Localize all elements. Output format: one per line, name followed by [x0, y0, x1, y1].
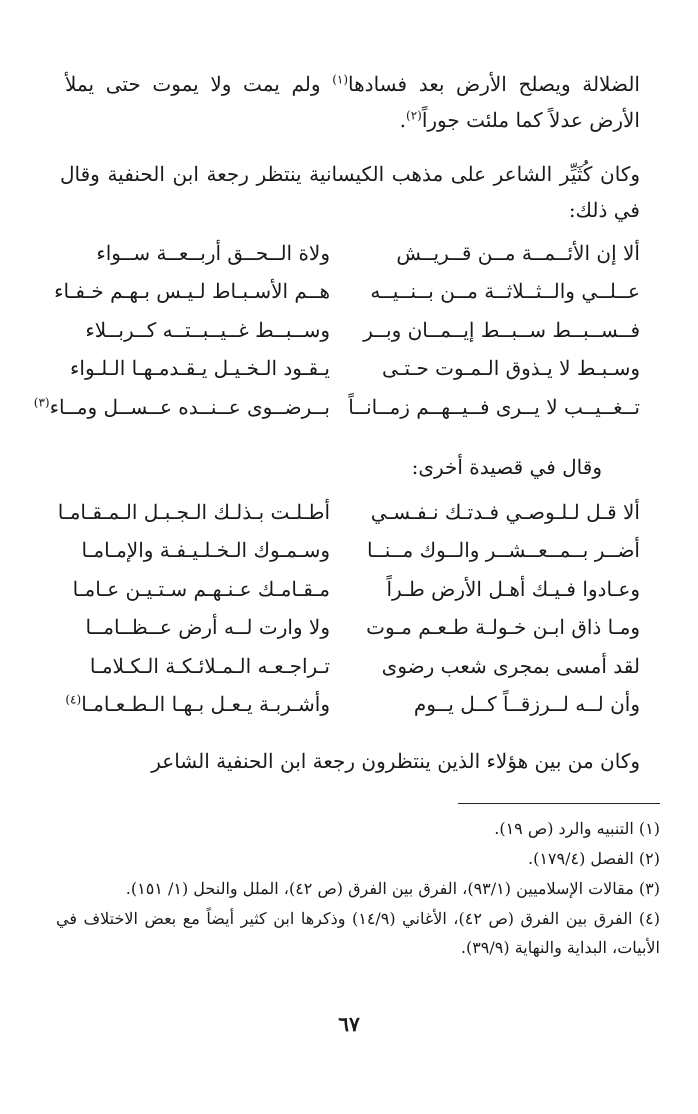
poem-2 — [57, 500, 640, 730]
hemistich-second: ولا وارت لــه أرض عــظــامــا — [85, 615, 330, 640]
hemistich-second: ولاة الــحــق أربــعــة ســواء — [96, 241, 330, 265]
verse — [60, 241, 640, 279]
footnote-ref-1[interactable]: (١) — [332, 72, 349, 87]
page-number: ٦٧ — [338, 1012, 360, 1036]
hemistich-first: تــغــيــب لا يــرى فــيــهــم زمــانــاً — [348, 394, 640, 419]
verse — [54, 279, 640, 317]
hemistich-first: لقد أمسى بمجرى شعب رضوى — [381, 653, 640, 678]
verse — [60, 615, 640, 653]
footnotes — [56, 814, 660, 963]
hemistich-second: أطـلـت بـذلـك الـجـبـل الـمـقـامـا — [57, 500, 330, 524]
hemistich-second: وسـمـوك الـخـلـيـفـة والإمـامـا — [81, 538, 330, 563]
hemistich-second: يـقـود الـخـيـل يـقـدمـهـا الـلـواء — [70, 356, 330, 381]
verse — [60, 654, 640, 692]
hemistich-first: عــلــي والــثــلاثــة مــن بــنــيــه — [370, 279, 640, 304]
hemistich-first: وأن لــه لــرزقــاً كــل يــوم — [413, 691, 640, 716]
hemistich-second: مـقـامـك عـنـهـم سـتـيـن عـامـا — [72, 576, 330, 601]
footnote-3: (٣) مقالات الإسلاميين (٩٣/١)، الفرق بين الفرق (ص ٤٢)، الملل والنحل (١/ ١٥١). — [125, 879, 660, 898]
verse — [60, 577, 640, 615]
footnote-1: (١) التنبيه والرد (ص ١٩). — [494, 819, 660, 838]
hemistich-second: وســبــط غــيــبــتــه كــربــلاء — [85, 317, 330, 342]
verse — [57, 500, 640, 538]
hemistich-second: تـراجـعـه الـمـلائـكـة الـكـلامـا — [89, 653, 330, 678]
hemistich-first: ومـا ذاق ابـن خـولـة طـعـم مـوت — [366, 615, 640, 640]
hemistich-second: بــرضــوى عــنــده عــســل ومــاء$^{(٣)}$ — [33, 394, 330, 419]
hemistich-second: وأشـربـة يـعـل بـهـا الـطـعـامـا$^{(٤)}$ — [65, 691, 330, 716]
verse — [33, 394, 640, 433]
footnote-2: (٢) الفصل (١٧٩/٤). — [528, 849, 660, 868]
verse — [60, 538, 640, 576]
footnote-ref-4[interactable]: (٤) — [65, 692, 82, 707]
hemistich-first: أضــر بــمــعــشــر والــوك مــنــا — [366, 538, 640, 563]
paragraph-1 — [65, 66, 640, 138]
footnote-divider — [458, 803, 660, 804]
paragraph-3: وكان من بين هؤلاء الذين ينتظرون رجعة ابن الحنفية الشاعر — [151, 749, 640, 773]
hemistich-first: وسـبـط لا يـذوق الـمـوت حـتـى — [382, 356, 640, 381]
hemistich-first: ألا إن الأئــمــة مــن قــريــش — [396, 241, 640, 265]
footnote-ref-2[interactable]: (٢) — [406, 108, 422, 123]
verse — [60, 356, 640, 394]
verse — [60, 692, 640, 730]
hemistich-first: ألا قـل لـلـوصـي فـدتـك نـفـسـي — [370, 500, 640, 524]
verse — [60, 318, 640, 356]
footnote-ref-3[interactable]: (٣) — [33, 394, 50, 409]
paragraph-text: ولم يمت ولا يموت حتى يملأ الأرض عدلاً كما ملئت جوراً — [65, 72, 640, 132]
paragraph-2 — [60, 156, 640, 228]
paragraph-text: الضلالة ويصلح الأرض بعد فسادها — [348, 72, 640, 96]
poem-2-intro: وقال في قصيدة أخرى: — [411, 455, 602, 479]
footnote-4: (٤) الفرق بين الفرق (ص ٤٢)، الأغاني (١٤/٩) وذكرها ابن كثير أيضاً مع بعض الاختلاف في الأبيات، البداية والنهاية (٣٩/٩). — [56, 909, 661, 957]
hemistich-first: فــســبــط ســبــط إيــمــان وبــر — [363, 317, 640, 342]
paragraph-end: . — [399, 108, 406, 132]
hemistich-first: وعـادوا فـيـك أهـل الأرض طـراً — [386, 576, 640, 601]
poem-1 — [33, 241, 640, 433]
hemistich-second: هــم الأسـبـاط لـيـس بـهـم خـفـاء — [54, 279, 330, 304]
paragraph-text: وكان كُثَيِّر الشاعر على مذهب الكيسانية ينتظر رجعة ابن الحنفية وقال في ذلك: — [60, 162, 640, 222]
